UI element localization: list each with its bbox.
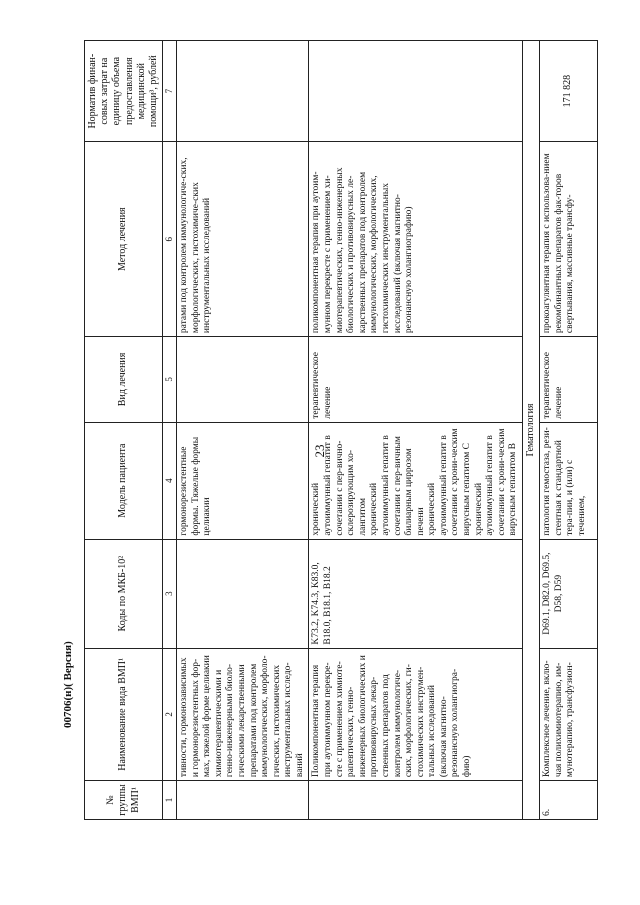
table-row-6 <box>540 41 598 820</box>
table-row-continuation <box>177 41 309 820</box>
cell-cost <box>177 41 309 142</box>
col-number: 2 <box>163 648 177 780</box>
cell-treatment: терапевтическое лечение <box>540 337 598 423</box>
cell-group <box>309 781 522 820</box>
cell-model: патология гемостаза, рези-стентная к стандартной тера-пии, и (или) с течением, <box>540 422 598 539</box>
section-row <box>522 41 539 820</box>
vmp-table <box>84 40 598 820</box>
header-model: Модель пациента <box>85 422 163 539</box>
cell-cost <box>309 41 522 142</box>
cell-name: Комплексное лечение, вклю-чая полихимиотерапию, им-мунотерапию, трансфузион- <box>540 648 598 780</box>
table-header <box>85 41 177 820</box>
model-item: хронический аутоиммунный гепатит в сочетании с хрони-ческим вирусным гепатитом C <box>427 428 472 536</box>
section-title: Гематология <box>522 41 539 820</box>
cell-model: гормонорезистентные формы. Тяжелые формы целиакии <box>177 422 309 539</box>
cell-treatment: терапевтическое лечение <box>309 337 522 423</box>
header-cost: Норматив финан-совых затрат на единицу объема предоставления медицинской помощи³, рублей <box>85 41 163 142</box>
cell-group <box>177 781 309 820</box>
header-group: № группы ВМП¹ <box>85 781 163 820</box>
cell-cost: 171 828 <box>540 41 598 142</box>
col-number: 6 <box>163 142 177 337</box>
cell-model <box>309 422 522 539</box>
cell-method: прокоагулянтная терапия с использова-нием рекомбинантных препаратов фак-торов свертывания, массивные трансфу- <box>540 142 598 337</box>
header-treatment: Вид лечения <box>85 337 163 423</box>
column-number-row <box>163 41 177 820</box>
col-number: 5 <box>163 337 177 423</box>
table-row-hepatitis <box>309 41 522 820</box>
header-method: Метод лечения <box>85 142 163 337</box>
model-item: хронический аутоиммунный гепатит в сочетании с пер-вично-склерозирующим хо-лангитом <box>311 435 368 536</box>
cell-name: тивности, гормонозависимых и гормонорезистентных фор-мах, тяжелой форме целиакии химиотерапевтическими и генно-инженерными биоло-гическими лекарственными препаратами под контролем иммунологических, морфоло-гических, гистохимических инструментальных исследо-ваний <box>177 648 309 780</box>
cell-method: поликомпонентная терапия при аутоим-мунном перекресте с применением хи-миотерапевтических, генно-инженерных биологических и противовирусных ле-карственных препаратов под контролем иммунологических, морфологических, гистохимических инструментальных исследований (включая магнитно-резонансную холангиографию) <box>309 142 522 337</box>
cell-group: 6. <box>540 781 598 820</box>
model-item: хронический аутоиммунный гепатит в сочетании с хрони-ческим вирусным гепатитом B <box>473 428 519 536</box>
cell-codes: K73.2, K74.3, K83.0, B18.0, B18.1, B18.2 <box>309 539 522 648</box>
col-number: 1 <box>163 781 177 820</box>
cell-treatment <box>177 337 309 423</box>
cell-method: ратами под контролем иммунологиче-ских, морфологических, гистохимиче-ских инструментальных исследований <box>177 142 309 337</box>
header-codes: Коды по МКБ-10² <box>85 539 163 648</box>
model-item: хронический аутоиммунный гепатит в сочетании с пер-вичным билиарным циррозом печени <box>369 435 426 536</box>
col-number: 4 <box>163 422 177 539</box>
cell-name: Поликомпонентная терапия при аутоиммунном перекре-сте с применением химиоте-рапевтических, генно-инженерных биологических и противовирусных лекар-ственных препаратов под контролем иммунологиче-ских, морфологических, ги-стохимических инструмен-тальных исследований (включая магнитно-резонансную холангиогра-фию) <box>309 648 522 780</box>
cell-codes <box>177 539 309 648</box>
rotated-table-wrapper <box>84 40 606 820</box>
cell-codes: D69.1, D82.0, D69.5, D58, D59 <box>540 539 598 648</box>
header-name: Наименование вида ВМП¹ <box>85 648 163 780</box>
col-number: 3 <box>163 539 177 648</box>
page-number: 23 <box>312 444 327 458</box>
col-number: 7 <box>163 41 177 142</box>
document-footer: 00706(н)( Версия) <box>62 641 74 728</box>
